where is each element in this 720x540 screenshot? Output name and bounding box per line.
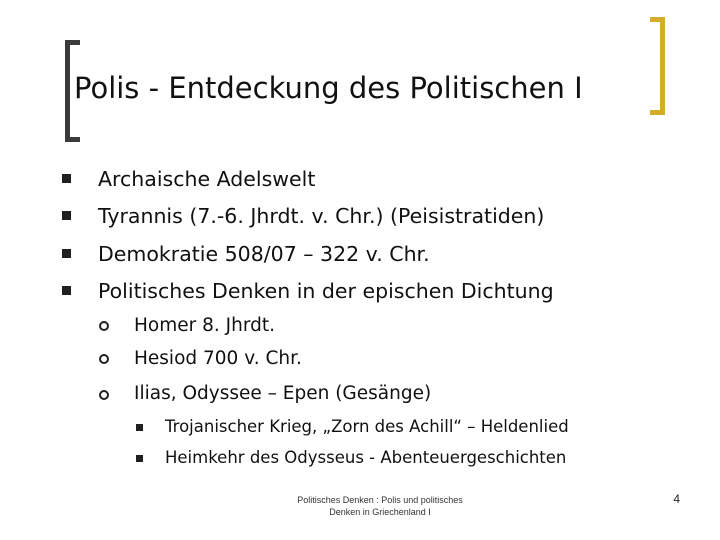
bullet-item: Demokratie 508/07 – 322 v. Chr.: [98, 242, 430, 266]
sub-sub-bullet-item: Trojanischer Krieg, „Zorn des Achill“ – Heldenlied: [165, 417, 569, 436]
ring-bullet-icon: [99, 390, 109, 400]
page-number: 4: [673, 492, 680, 506]
sub-bullet-item: Hesiod 700 v. Chr.: [134, 348, 302, 369]
square-bullet-icon: [62, 211, 71, 220]
footer-line: Denken in Griechenland I: [329, 507, 431, 517]
sub-sub-bullet-item: Heimkehr des Odysseus - Abenteuergeschichten: [165, 448, 567, 467]
slide-footer: [260, 494, 500, 518]
ring-bullet-icon: [99, 321, 109, 331]
bullet-item: Tyrannis (7.-6. Jhrdt. v. Chr.) (Peisistratiden): [98, 204, 545, 228]
ring-bullet-icon: [99, 354, 109, 364]
square-bullet-icon: [136, 424, 143, 431]
bullet-item: Archaische Adelswelt: [98, 167, 316, 191]
slide-title: Polis - Entdeckung des Politischen I: [74, 71, 583, 105]
square-bullet-icon: [62, 174, 71, 183]
square-bullet-icon: [62, 249, 71, 258]
footer-line: Politisches Denken : Polis und politisches: [297, 495, 463, 505]
bullet-item: Politisches Denken in der epischen Dichtung: [98, 279, 554, 303]
square-bullet-icon: [136, 455, 143, 462]
sub-bullet-item: Homer 8. Jhrdt.: [134, 315, 275, 336]
square-bullet-icon: [62, 286, 71, 295]
sub-bullet-item: Ilias, Odyssee – Epen (Gesänge): [134, 383, 432, 404]
